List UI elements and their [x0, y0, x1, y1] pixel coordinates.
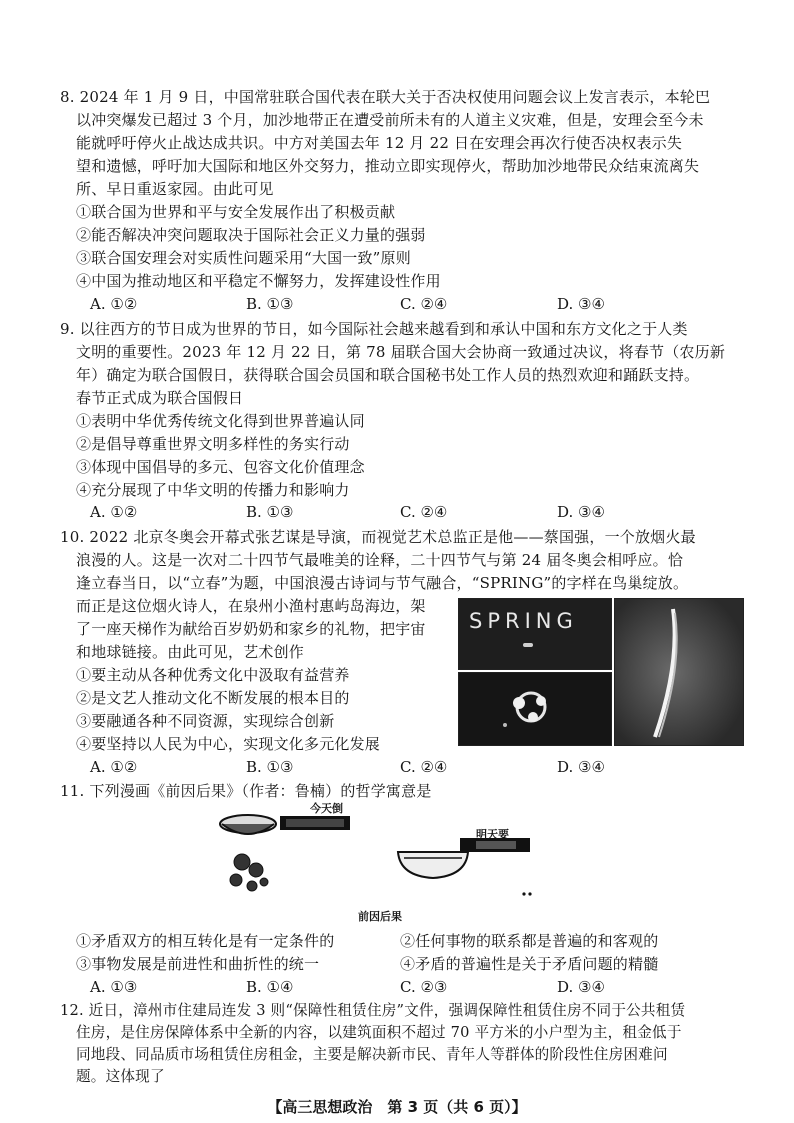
q10-stem-line-6: 和地球链接。由此可见，艺术创作: [76, 643, 305, 661]
q9-choice-b: B. ①③: [246, 503, 294, 521]
q11-stem: 11. 下列漫画《前因后果》（作者：鲁楠）的哲学寓意是: [60, 782, 432, 800]
page-footer: 【高三思想政治 第 3 页（共 6 页）】: [267, 1098, 527, 1116]
q11-option-1: ①矛盾双方的相互转化是有一定条件的: [76, 932, 335, 950]
q9-choice-a: A. ①②: [90, 503, 138, 521]
q9-stem-line-3: 年）确定为联合国假日，获得联合国会员国和联合国秘书处工作人员的热烈欢迎和踊跃支持。: [76, 366, 700, 384]
q10-choice-b: B. ①③: [246, 758, 294, 776]
q10-option-1: ①要主动从各种优秀文化中汲取有益营养: [76, 666, 350, 684]
q12-stem-line-4: 题。这体现了: [76, 1068, 165, 1085]
q12-stem-line-2: 住房，是住房保障体系中全新的内容，以建筑面积不超过 70 平方米的小户型为主，租金低于: [76, 1024, 682, 1041]
q9-option-4: ④充分展现了中华文明的传播力和影响力: [76, 481, 350, 499]
q8-stem-line-3: 能就呼吁停火止战达成共识。中方对美国去年 12 月 22 日在安理会再次行使否决权表示失: [76, 134, 683, 152]
q9-choice-d: D. ③④: [557, 503, 605, 521]
q9-option-1: ①表明中华优秀传统文化得到世界普遍认同: [76, 412, 365, 430]
firework-flower-icon: [459, 673, 611, 745]
q8-option-1: ①联合国为世界和平与安全发展作出了积极贡献: [76, 203, 396, 221]
q10-choice-c: C. ②④: [400, 758, 448, 776]
q8-choice-c: C. ②④: [400, 295, 448, 313]
sky-ladder-photo: [614, 598, 744, 746]
q11-choice-a: A. ①③: [90, 978, 138, 996]
q8-stem-line-2: 以冲突爆发已超过 3 个月，加沙地带正在遭受前所未有的人道主义灾难，但是，安理会至今未: [76, 111, 704, 129]
spring-photo: [458, 598, 612, 670]
q8-option-3: ③联合国安理会对实质性问题采用“大国一致”原则: [76, 249, 411, 267]
sky-ladder-icon: [615, 599, 743, 745]
q9-stem-line-2: 文明的重要性。2023 年 12 月 22 日，第 78 届联合国大会协商一致通过决议，将春节（农历新: [76, 343, 726, 361]
q8-option-4: ④中国为推动地区和平稳定不懈努力，发挥建设性作用: [76, 272, 441, 290]
cartoon-label-tomorrow: 明天要: [476, 828, 509, 841]
q11-choice-d: D. ③④: [557, 978, 605, 996]
q10-choice-d: D. ③④: [557, 758, 605, 776]
q12-stem-line-1: 12. 近日，漳州市住建局连发 3 则“保障性租赁住房”文件，强调保障性租赁住房不同于公共租赁: [60, 1002, 686, 1019]
q11-option-4: ④矛盾的普遍性是关于矛盾问题的精髓: [400, 955, 659, 973]
q10-option-2: ②是文艺人推动文化不断发展的根本目的: [76, 689, 350, 707]
q11-choice-b: B. ①④: [246, 978, 294, 996]
q8-choice-b: B. ①③: [246, 295, 294, 313]
q12-stem-line-3: 同地段、同品质市场租赁住房租金，主要是解决新市民、青年人等群体的阶段性住房困难问: [76, 1046, 668, 1063]
q10-stem-line-5: 了一座天梯作为献给百岁奶奶和家乡的礼物，把宇宙: [76, 620, 426, 638]
cartoon-figure: [218, 802, 538, 900]
q10-stem-line-2: 浪漫的人。这是一次对二十四节气最唯美的诠释，二十四节气与第 24 届冬奥会相呼应。恰: [76, 551, 684, 569]
q8-choice-a: A. ①②: [90, 295, 138, 313]
firework-spark-icon: [523, 643, 533, 647]
q8-option-2: ②能否解决冲突问题取决于国际社会正义力量的强弱: [76, 226, 426, 244]
q8-stem-line-1: 8. 2024 年 1 月 9 日，中国常驻联合国代表在联大关于否决权使用问题会议上发言表示，本轮巴: [60, 88, 711, 106]
spring-photo-text: SPRING: [469, 609, 578, 633]
q8-choice-d: D. ③④: [557, 295, 605, 313]
firework-photo: [458, 672, 612, 746]
q8-stem-line-4: 望和遗憾，呼吁加大国际和地区外交努力，推动立即实现停火，帮助加沙地带民众结束流离失: [76, 157, 700, 175]
q10-option-4: ④要坚持以人民为中心，实现文化多元化发展: [76, 735, 381, 753]
q9-option-3: ③体现中国倡导的多元、包容文化价值理念: [76, 458, 365, 476]
q9-choice-c: C. ②④: [400, 503, 448, 521]
q8-stem-line-5: 所、早日重返家园。由此可见: [76, 180, 274, 198]
q10-choice-a: A. ①②: [90, 758, 138, 776]
q10-stem-line-3: 逢立春当日，以“立春”为题，中国浪漫古诗词与节气融合，“SPRING”的字样在鸟巢绽放。: [76, 574, 689, 592]
cartoon-caption: 前因后果: [358, 910, 402, 923]
q10-stem-line-1: 10. 2022 北京冬奥会开幕式张艺谋是导演，而视觉艺术总监正是他——蔡国强，一个放烟火最: [60, 528, 696, 546]
cartoon-drawing-icon: [218, 808, 538, 900]
q9-stem-line-1: 9. 以往西方的节日成为世界的节日，如今国际社会越来越看到和承认中国和东方文化之于人类: [60, 320, 688, 338]
cartoon-label-today: 今天倒: [310, 802, 343, 815]
q9-option-2: ②是倡导尊重世界文明多样性的务实行动: [76, 435, 350, 453]
q10-stem-line-4: 而正是这位烟火诗人，在泉州小渔村惠屿岛海边，架: [76, 597, 426, 615]
q11-option-2: ②任何事物的联系都是普遍的和客观的: [400, 932, 659, 950]
q9-stem-line-4: 春节正式成为联合国假日: [76, 389, 244, 407]
q11-option-3: ③事物发展是前进性和曲折性的统一: [76, 955, 320, 973]
q11-choice-c: C. ②③: [400, 978, 448, 996]
q10-option-3: ③要融通各种不同资源，实现综合创新: [76, 712, 335, 730]
